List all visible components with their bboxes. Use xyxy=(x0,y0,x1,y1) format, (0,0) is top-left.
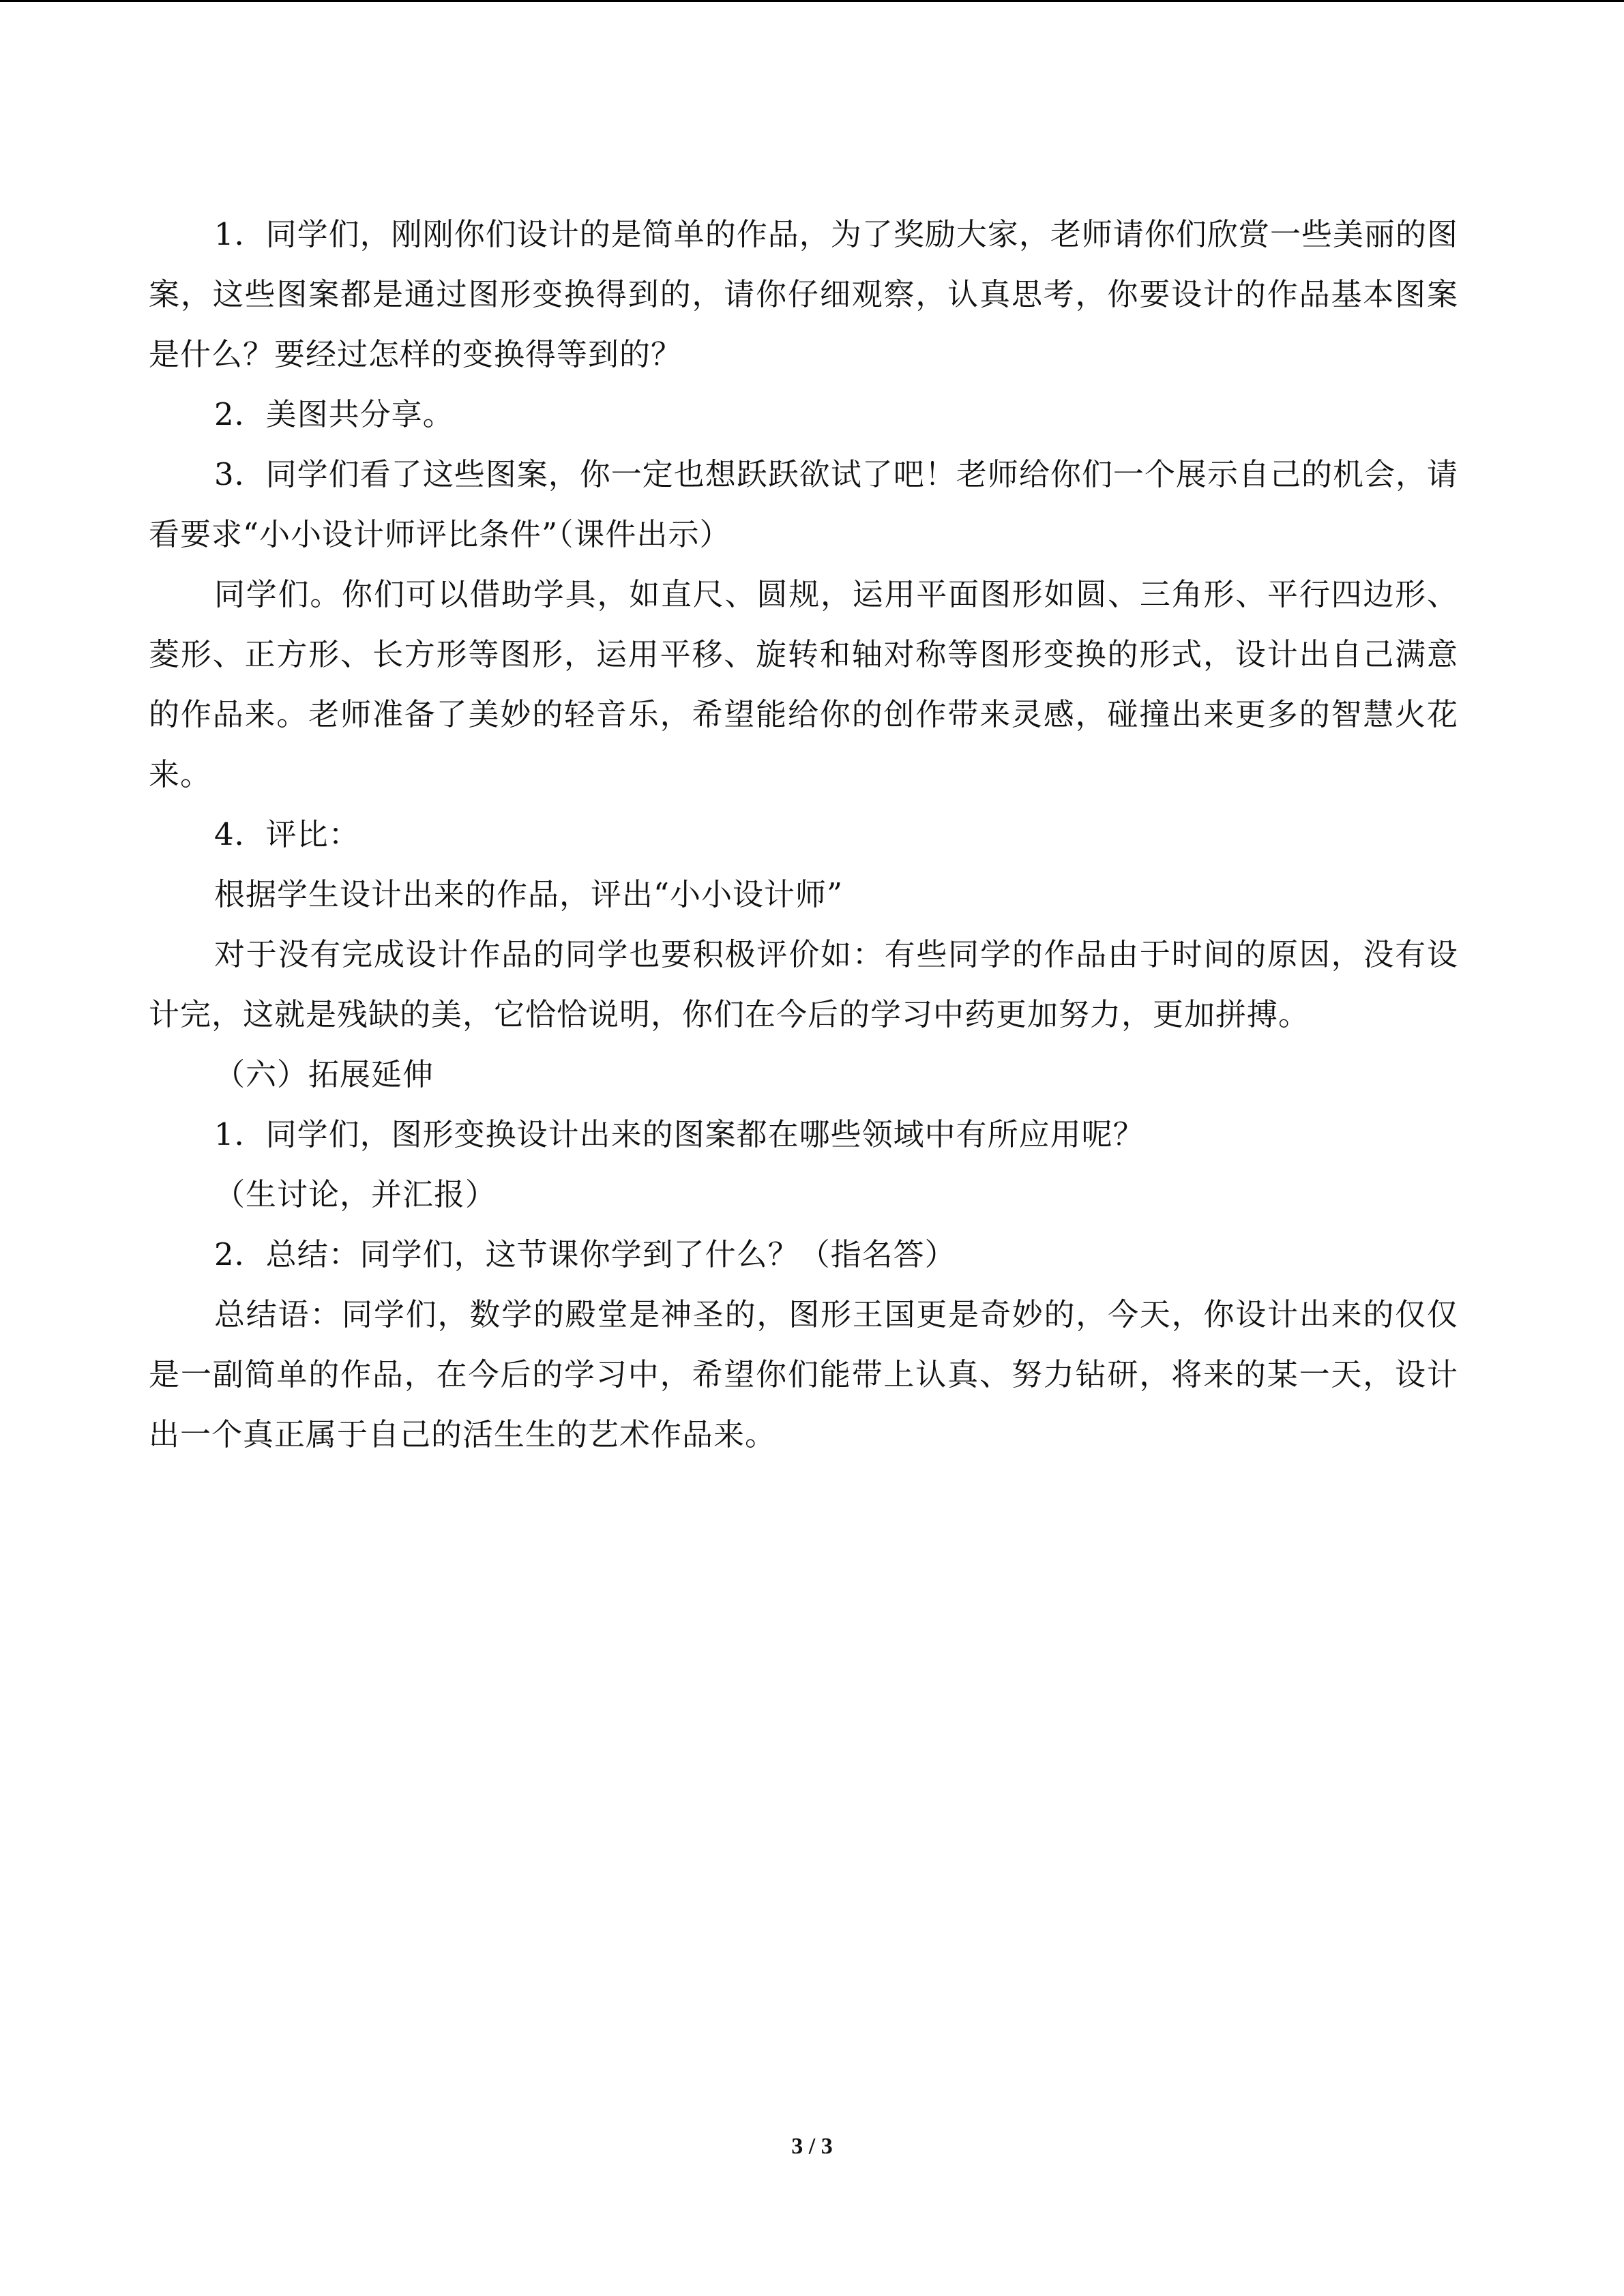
document-body xyxy=(149,205,1458,1465)
paragraph-4: 同学们。你们可以借助学具，如直尺、圆规，运用平面图形如圆、三角形、平行四边形、菱形、正方形、长方形等图形，运用平移、旋转和轴对称等图形变换的形式，设计出自己满意的作品来。老师准备了美妙的轻音乐，希望能给你的创作带来灵感，碰撞出来更多的智慧火花来。 xyxy=(149,576,1458,792)
paragraph-9: 1．同学们，图形变换设计出来的图案都在哪些领域中有所应用呢？ xyxy=(214,1116,1145,1152)
section-heading-extension: （六）拓展延伸 xyxy=(214,1056,434,1092)
paragraph-1: 1．同学们，刚刚你们设计的是简单的作品，为了奖励大家，老师请你们欣赏一些美丽的图案，这些图案都是通过图形变换得到的，请你仔细观察，认真思考，你要设计的作品基本图案是什么？要经过怎样的变换得等到的？ xyxy=(149,216,1458,372)
paragraph-10: （生讨论，并汇报） xyxy=(214,1176,497,1212)
page-number: 3 / 3 xyxy=(791,2134,833,2159)
page-top-border xyxy=(0,0,1624,2)
paragraph-7: 对于没有完成设计作品的同学也要积极评价如：有些同学的作品由于时间的原因，没有设计完，这就是残缺的美，它恰恰说明，你们在今后的学习中药更加努力，更加拼搏。 xyxy=(149,936,1458,1032)
paragraph-11: 2．总结：同学们，这节课你学到了什么？（指名答） xyxy=(214,1236,956,1272)
paragraph-5: 4．评比： xyxy=(214,816,360,852)
paragraph-2: 2．美图共分享。 xyxy=(214,396,454,432)
paragraph-6: 根据学生设计出来的作品，评出“小小设计师” xyxy=(214,876,844,912)
paragraph-12: 总结语：同学们，数学的殿堂是神圣的，图形王国更是奇妙的，今天，你设计出来的仅仅是一副简单的作品，在今后的学习中，希望你们能带上认真、努力钻研，将来的某一天，设计出一个真正属于自己的活生生的艺术作品来。 xyxy=(149,1296,1458,1452)
paragraph-3: 3．同学们看了这些图案，你一定也想跃跃欲试了吧！老师给你们一个展示自己的机会，请看要求“小小设计师评比条件”（课件出示） xyxy=(149,456,1458,552)
